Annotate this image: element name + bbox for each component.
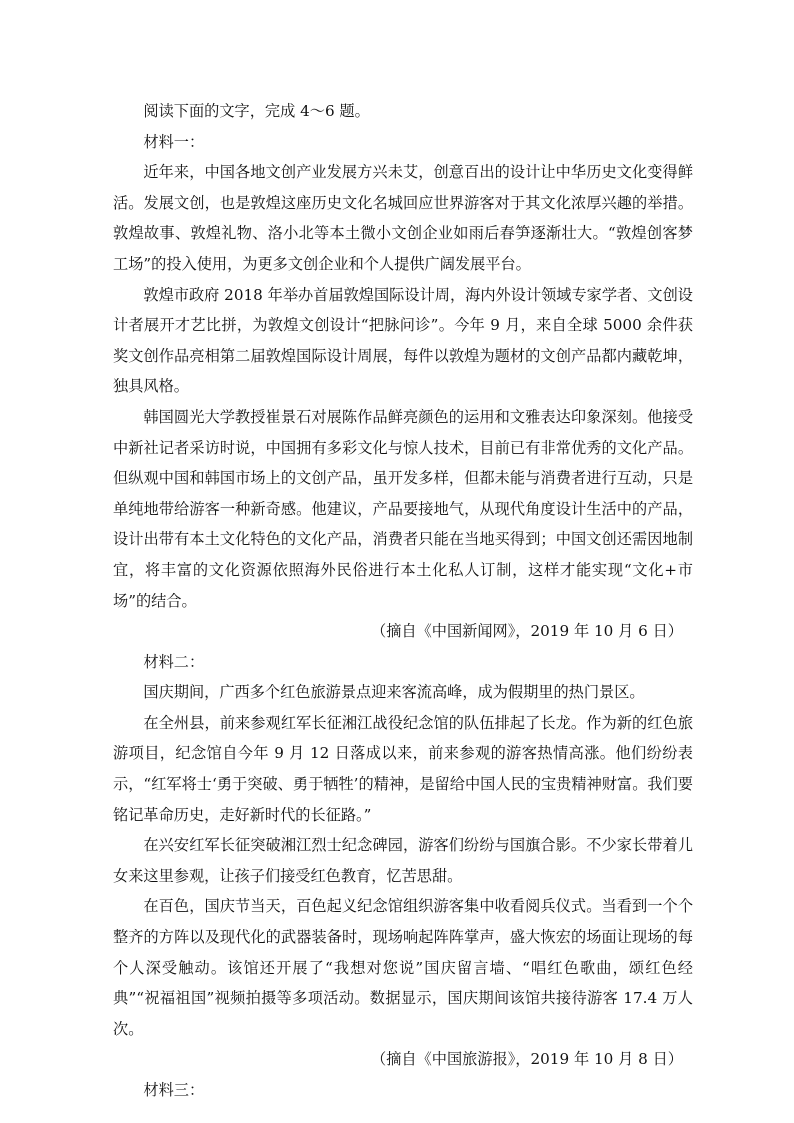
material2-source: （摘自《中国旅游报》，2019 年 10 月 8 日） bbox=[371, 1050, 683, 1069]
material2-paragraph-1: 国庆期间，广西多个红色旅游景点迎来客流高峰，成为假期里的热门景区。 bbox=[143, 683, 645, 702]
material1-paragraph-2: 敦煌市政府 2018 年举办首届敦煌国际设计周，海内外设计领域专家学者、文创设计者展开才艺比拼，为敦煌文创设计“把脉问诊”。今年 9 月，来自全球 5000 余件获奖文创作品亮相第二届敦煌国际设计周展，每件以敦煌为题材的文创产品都内藏乾坤，独具风格。 bbox=[113, 285, 693, 396]
material3-heading: 材料三： bbox=[143, 1081, 205, 1099]
material2-paragraph-4: 在百色，国庆节当天，百色起义纪念馆组织游客集中收看阅兵仪式。当看到一个个整齐的方阵以及现代化的武器装备时，现场响起阵阵掌声，盛大恢宏的场面让现场的每个人深受触动。该馆还开展了“我想对您说”国庆留言墙、“唱红色歌曲，颂红色经典”“祝福祖国”视频拍摄等多项活动。数据显示，国庆期间该馆共接待游客 17.4 万人次。 bbox=[113, 897, 693, 1038]
material1-paragraph-3: 韩国圆光大学教授崔景石对展陈作品鲜亮颜色的运用和文雅表达印象深刻。他接受中新社记者采访时说，中国拥有多彩文化与惊人技术，目前已有非常优秀的文化产品。但纵观中国和韩国市场上的文创产品，虽开发多样，但都未能与消费者进行互动，只是单纯地带给游客一种新奇感。他建议，产品要接地气，从现代角度设计生活中的产品，设计出带有本土文化特色的文化产品，消费者只能在当地买得到；中国文创还需因地制宜，将丰富的文化资源依照海外民俗进行本土化私人订制，这样才能实现“文化+市场”的结合。 bbox=[113, 407, 693, 610]
material1-heading: 材料一： bbox=[143, 132, 205, 151]
instruction-text: 阅读下面的文字，完成 4～6 题。 bbox=[143, 102, 370, 120]
material1-source: （摘自《中国新闻网》，2019 年 10 月 6 日） bbox=[371, 622, 683, 641]
material1-paragraph-1: 近年来，中国各地文创产业发展方兴未艾，创意百出的设计让中华历史文化变得鲜活。发展文创，也是敦煌这座历史文化名城回应世界游客对于其文化浓厚兴趣的举措。敦煌故事、敦煌礼物、洛小北等本土微小文创企业如雨后春笋逐渐壮大。“敦煌创客梦工场”的投入使用，为更多文创企业和个人提供广阔发展平台。 bbox=[113, 163, 693, 273]
material2-paragraph-2: 在全州县，前来参观红军长征湘江战役纪念馆的队伍排起了长龙。作为新的红色旅游项目，纪念馆自今年 9 月 12 日落成以来，前来参观的游客热情高涨。他们纷纷表示，“红军将士‘勇于突破、勇于牺牲’的精神，是留给中国人民的宝贵精神财富。我们要铭记革命历史，走好新时代的长征路。” bbox=[113, 713, 693, 824]
material2-paragraph-3: 在兴安红军长征突破湘江烈士纪念碑园，游客们纷纷与国旗合影。不少家长带着儿女来这里参观，让孩子们接受红色教育，忆苦思甜。 bbox=[113, 836, 693, 885]
material2-heading: 材料二： bbox=[143, 652, 205, 671]
document-page bbox=[113, 96, 693, 1106]
